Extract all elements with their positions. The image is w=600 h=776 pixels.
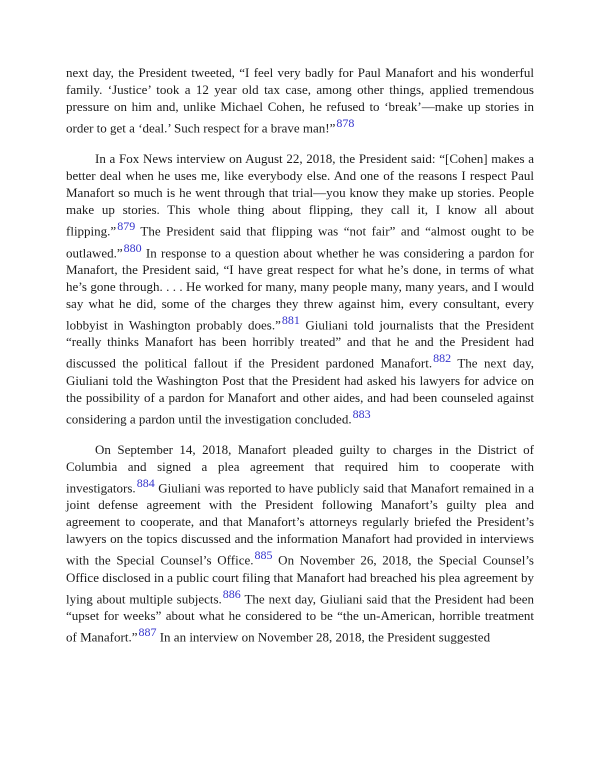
body-text: The President said that flipping was “not fair” and “almost ought to be outlawed.” bbox=[66, 223, 534, 260]
paragraph-tweet bbox=[66, 64, 534, 136]
footnote-ref-884[interactable]: 884 bbox=[136, 475, 155, 490]
footnote-ref-887[interactable]: 887 bbox=[138, 624, 157, 639]
body-text: In an interview on November 28, 2018, the President suggested bbox=[156, 629, 491, 645]
body-text: In a Fox News interview on August 22, 2018, the President said: “[Cohen] makes a better deal when he uses me, like everybody else. And one of the reasons I respect Paul Manafort so much is he went through that trial—you know they make up stories. People make up stories. This whole thing about flipping, they call it, I know all about flipping.” bbox=[66, 151, 534, 239]
body-text: Giuliani told journalists that the President “really thinks Manafort has been horribly treated” and that he and the President had discussed the political fallout if the President pardoned Manafort. bbox=[66, 317, 534, 371]
body-text: On November 26, 2018, the Special Counsel’s Office disclosed in a public court filing that Manafort had breached his plea agreement by lying about multiple subjects. bbox=[66, 552, 534, 606]
body-text: In response to a question about whether he was considering a pardon for Manafort, the President said, “I have great respect for what he’s done, in terms of what he’s gone through. . . . He worked for many, many people many, many years, and I would say what he did, some of the charges they threw against him, every consultant, every lobbyist in Washington probably does.” bbox=[66, 244, 534, 333]
footnote-ref-885[interactable]: 885 bbox=[254, 548, 273, 563]
footnote-ref-880[interactable]: 880 bbox=[123, 240, 142, 255]
body-text: On September 14, 2018, Manafort pleaded guilty to charges in the District of Columbia and signed a plea agreement that required him to cooperate with investigators. bbox=[66, 441, 534, 496]
footnote-ref-878[interactable]: 878 bbox=[336, 116, 355, 130]
body-text: The next day, Giuliani said that the President had been “upset for weeks” about what he considered to be “the un-American, horrible treatment of Manafort.” bbox=[66, 590, 534, 645]
paragraph-manafort-plea bbox=[66, 441, 534, 645]
footnote-ref-881[interactable]: 881 bbox=[281, 312, 300, 327]
footnote-ref-879[interactable]: 879 bbox=[117, 219, 136, 234]
footnote-ref-886[interactable]: 886 bbox=[222, 586, 241, 601]
document-body bbox=[66, 64, 534, 659]
footnote-ref-882[interactable]: 882 bbox=[433, 351, 452, 366]
body-text: Giuliani was reported to have publicly said that Manafort remained in a joint defense agreement with the President following Manafort’s guilty plea and agreement to cooperate, and that Manafort’s attorneys regularly briefed the President’s lawyers on the topics discussed and the information Manafort had provided in interviews with the Special Counsel’s Office. bbox=[66, 480, 534, 568]
footnote-ref-883[interactable]: 883 bbox=[352, 406, 371, 421]
body-text: The next day, Giuliani told the Washington Post that the President had asked his lawyers for advice on the possibility of a pardon for Manafort and other aides, and had been counseled against considering a pardon until the investigation concluded. bbox=[66, 355, 534, 426]
paragraph-fox-news-interview bbox=[66, 150, 534, 427]
body-text: next day, the President tweeted, “I feel very badly for Paul Manafort and his wonderful family. ‘Justice’ took a 12 year old tax case, among other things, applied tremendous pressure on him and, unlike Michael Cohen, he refused to ‘break’—make up stories in order to get a ‘deal.’ Such respect for a brave man!” bbox=[66, 65, 534, 136]
